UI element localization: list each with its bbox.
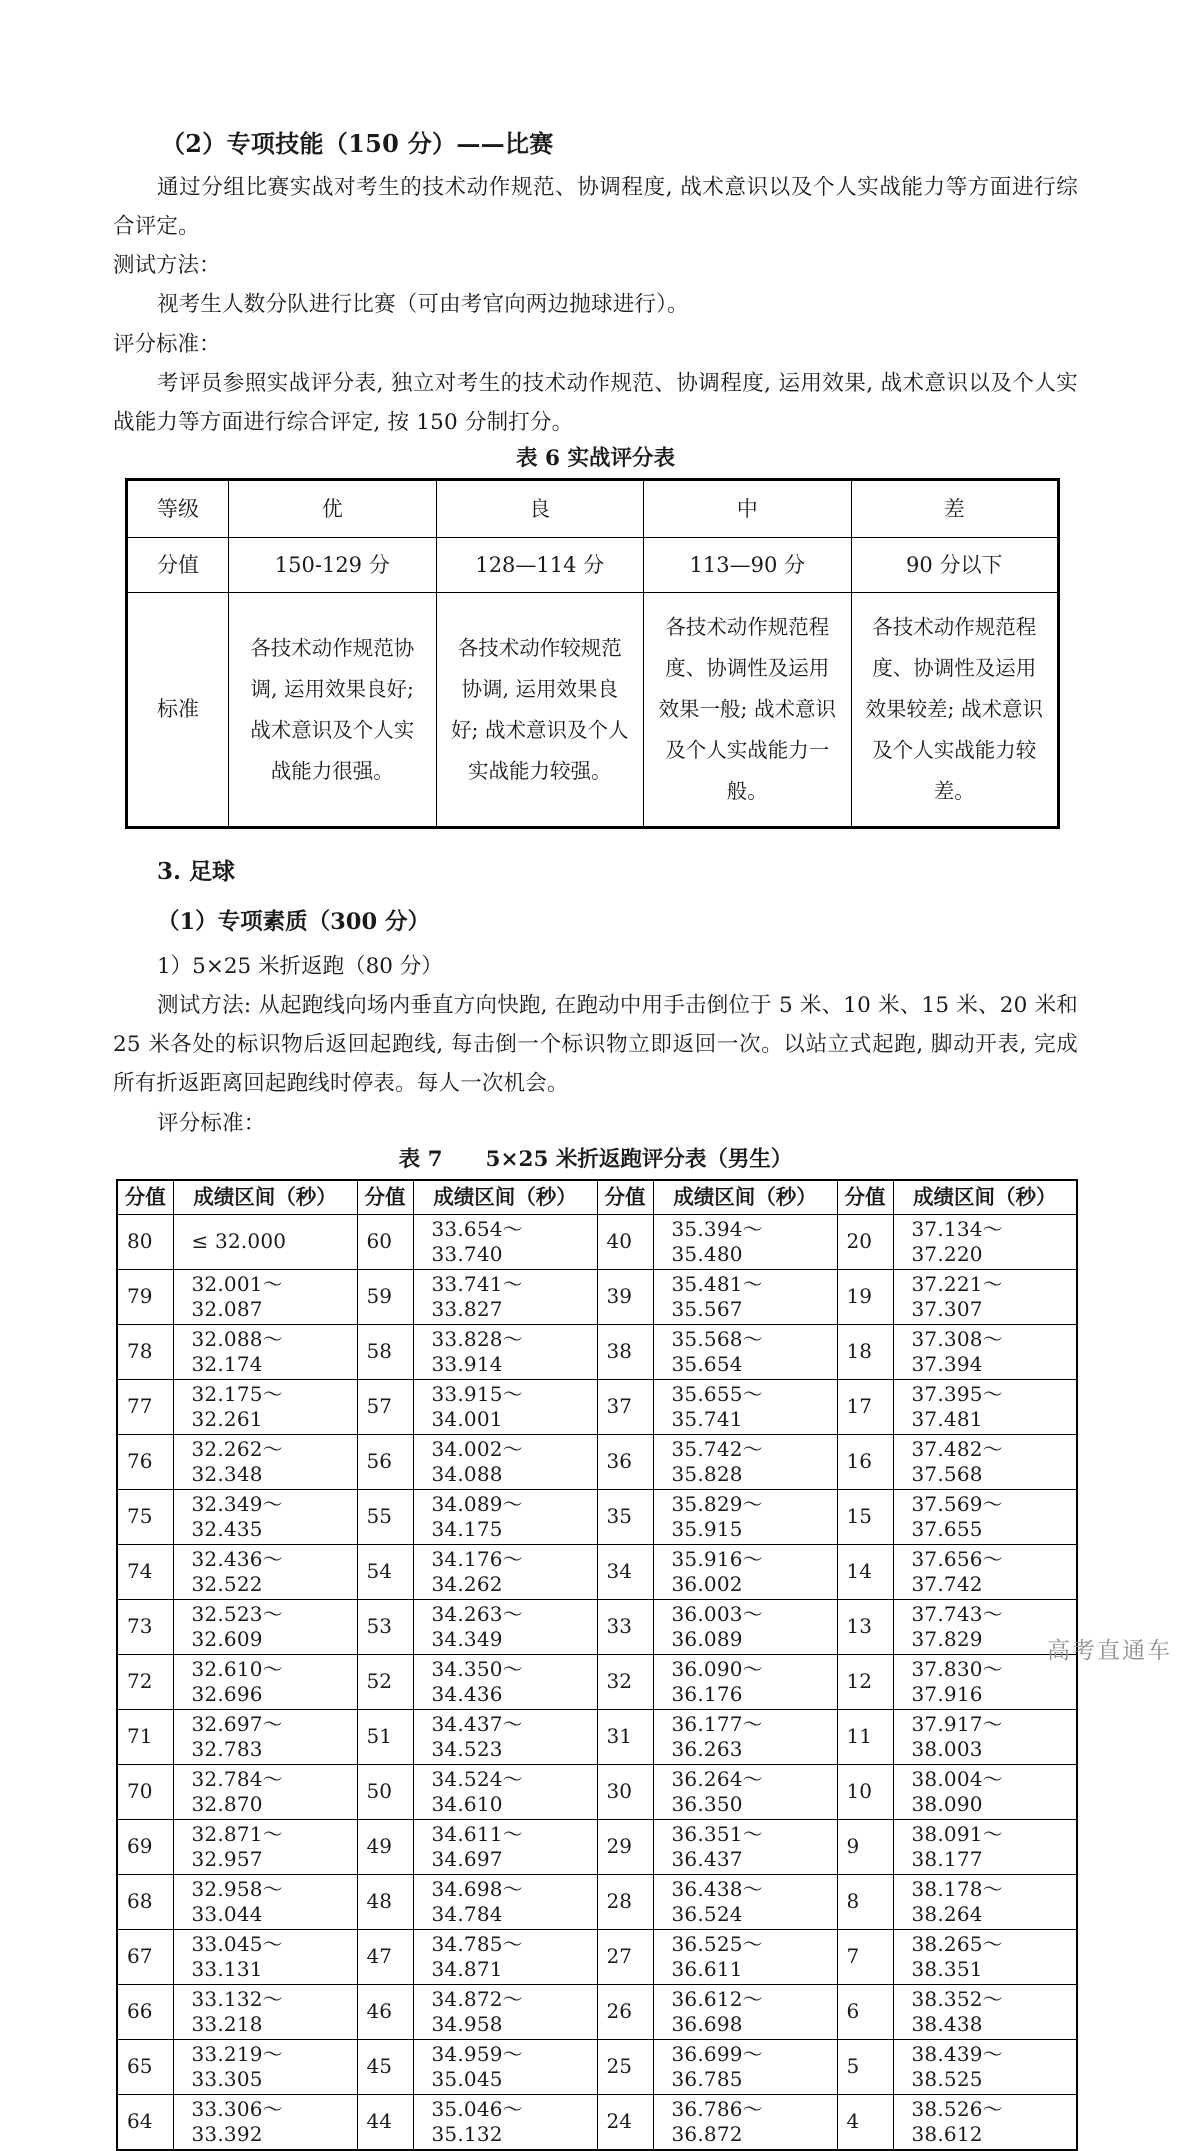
table7-score-cell: 64 (117, 2094, 173, 2150)
table7-score-cell: 74 (117, 1544, 173, 1599)
table7-range-cell: 34.176～34.262 (413, 1544, 597, 1599)
table7-range-cell: 32.262～32.348 (173, 1434, 357, 1489)
table7-score-cell: 45 (357, 2039, 413, 2094)
table6-criteria-cell: 各技术动作规范协调, 运用效果良好; 战术意识及个人实战能力很强。 (229, 593, 437, 828)
table6-caption: 表 6 实战评分表 (516, 445, 675, 471)
watermark: 高考直通车 (1047, 1638, 1172, 1664)
table6-criteria-cell: 各技术动作规范程度、协调性及运用效果一般; 战术意识及个人实战能力一般。 (644, 593, 852, 828)
section-skill-method-text: 视考生人数分队进行比赛（可由考官向两边抛球进行）。 (157, 292, 689, 318)
table-row (117, 1984, 1077, 2039)
table7-range-cell: 38.004～38.090 (893, 1764, 1077, 1819)
table7-range-cell: 33.654～33.740 (413, 1214, 597, 1269)
table7-range-cell: 33.741～33.827 (413, 1269, 597, 1324)
table-row (117, 1379, 1077, 1434)
table7-range-cell: 37.569～37.655 (893, 1489, 1077, 1544)
table7-range-cell: 36.786～36.872 (653, 2094, 837, 2150)
table-row (117, 1819, 1077, 1874)
table-row (117, 1709, 1077, 1764)
table7-range-cell: 34.524～34.610 (413, 1764, 597, 1819)
table7-score-cell: 12 (837, 1654, 893, 1709)
table7-score-cell: 32 (597, 1654, 653, 1709)
table6-score-cell: 150-129 分 (229, 538, 437, 593)
table6-label-score: 分值 (127, 538, 229, 593)
table7-score-cell: 15 (837, 1489, 893, 1544)
table7-score-cell: 51 (357, 1709, 413, 1764)
table7-range-cell: 37.134～37.220 (893, 1214, 1077, 1269)
section-skill-criteria-text: 考评员参照实战评分表, 独立对考生的技术动作规范、协调程度, 运用效果, 战术意识以及个人实战能力等方面进行综合评定, 按 150 分制打分。 (113, 370, 1078, 435)
table7-col-header: 分值 (117, 1180, 173, 1214)
table7-range-cell: 35.046～35.132 (413, 2094, 597, 2150)
table-row (117, 2094, 1077, 2150)
table7-range-cell: 34.611～34.697 (413, 1819, 597, 1874)
table7-score-cell: 39 (597, 1269, 653, 1324)
table7-score-cell: 35 (597, 1489, 653, 1544)
section-skill-criteria-label: 评分标准： (113, 331, 221, 357)
table7-range-cell: 34.437～34.523 (413, 1709, 597, 1764)
table7-score-cell: 44 (357, 2094, 413, 2150)
table6-row-score (127, 538, 1059, 593)
table7-range-cell: 38.265～38.351 (893, 1929, 1077, 1984)
table7-range-cell: 32.523～32.609 (173, 1599, 357, 1654)
table-row (117, 1214, 1077, 1269)
section-skill-heading: （2）专项技能（150 分）——比赛 (161, 129, 554, 158)
table7 (116, 1179, 1078, 2151)
table7-range-cell: 34.263～34.349 (413, 1599, 597, 1654)
table7-range-cell: 34.785～34.871 (413, 1929, 597, 1984)
table7-score-cell: 25 (597, 2039, 653, 2094)
table7-range-cell: 32.175～32.261 (173, 1379, 357, 1434)
table7-score-cell: 24 (597, 2094, 653, 2150)
table7-range-cell: 36.612～36.698 (653, 1984, 837, 2039)
table-row (117, 1489, 1077, 1544)
spacer (113, 940, 1078, 948)
table6 (125, 478, 1060, 829)
table7-score-cell: 4 (837, 2094, 893, 2150)
table-row (117, 1929, 1077, 1984)
section-football-subheading: （1）专项素质（300 分） (157, 908, 430, 935)
table7-score-cell: 72 (117, 1654, 173, 1709)
table7-score-cell: 37 (597, 1379, 653, 1434)
table6-row-grade (127, 480, 1059, 538)
page-content (113, 126, 1078, 2151)
table7-score-cell: 57 (357, 1379, 413, 1434)
table7-score-cell: 20 (837, 1214, 893, 1269)
table6-criteria-cell: 各技术动作较规范协调, 运用效果良好; 战术意识及个人实战能力较强。 (436, 593, 644, 828)
table-row (117, 1434, 1077, 1489)
table7-score-cell: 14 (837, 1544, 893, 1599)
table7-range-cell: 35.568～35.654 (653, 1324, 837, 1379)
table7-col-header: 成绩区间（秒） (413, 1180, 597, 1214)
table7-score-cell: 78 (117, 1324, 173, 1379)
table6-grade-cell: 中 (644, 480, 852, 538)
table7-range-cell: 35.829～35.915 (653, 1489, 837, 1544)
table7-range-cell: 34.959～35.045 (413, 2039, 597, 2094)
table7-score-cell: 60 (357, 1214, 413, 1269)
table7-score-cell: 30 (597, 1764, 653, 1819)
table7-score-cell: 11 (837, 1709, 893, 1764)
table7-score-cell: 73 (117, 1599, 173, 1654)
spacer (113, 829, 1078, 855)
table7-score-cell: 79 (117, 1269, 173, 1324)
table7-score-cell: 54 (357, 1544, 413, 1599)
table7-range-cell: 38.439～38.525 (893, 2039, 1077, 2094)
table7-score-cell: 65 (117, 2039, 173, 2094)
table7-range-cell: 33.045～33.131 (173, 1929, 357, 1984)
table7-score-cell: 77 (117, 1379, 173, 1434)
table7-score-cell: 68 (117, 1874, 173, 1929)
table7-score-cell: 48 (357, 1874, 413, 1929)
table7-range-cell: 36.525～36.611 (653, 1929, 837, 1984)
table7-range-cell: 36.699～36.785 (653, 2039, 837, 2094)
table7-col-header: 分值 (837, 1180, 893, 1214)
table7-score-cell: 5 (837, 2039, 893, 2094)
table7-score-cell: 50 (357, 1764, 413, 1819)
table7-range-cell: 34.002～34.088 (413, 1434, 597, 1489)
table7-score-cell: 52 (357, 1654, 413, 1709)
table7-score-cell: 71 (117, 1709, 173, 1764)
table7-score-cell: 46 (357, 1984, 413, 2039)
table7-score-cell: 76 (117, 1434, 173, 1489)
table7-score-cell: 75 (117, 1489, 173, 1544)
table7-range-cell: 34.698～34.784 (413, 1874, 597, 1929)
table7-score-cell: 17 (837, 1379, 893, 1434)
table6-grade-cell: 良 (436, 480, 644, 538)
table7-score-cell: 47 (357, 1929, 413, 1984)
table7-score-cell: 33 (597, 1599, 653, 1654)
table7-header-row (117, 1180, 1077, 1214)
table7-score-cell: 29 (597, 1819, 653, 1874)
table7-range-cell: 32.958～33.044 (173, 1874, 357, 1929)
table7-score-cell: 49 (357, 1819, 413, 1874)
table7-range-cell: 36.438～36.524 (653, 1874, 837, 1929)
table7-range-cell: 34.350～34.436 (413, 1654, 597, 1709)
table6-grade-cell: 差 (851, 480, 1059, 538)
table7-range-cell: 37.830～37.916 (893, 1654, 1077, 1709)
table7-caption: 表 7 5×25 米折返跑评分表（男生） (398, 1146, 793, 1172)
table7-range-cell: 35.916～36.002 (653, 1544, 837, 1599)
table-row (117, 1654, 1077, 1709)
table7-score-cell: 38 (597, 1324, 653, 1379)
table7-score-cell: 10 (837, 1764, 893, 1819)
table7-head (117, 1180, 1077, 1214)
table7-range-cell: 37.221～37.307 (893, 1269, 1077, 1324)
table7-range-cell: 32.871～32.957 (173, 1819, 357, 1874)
table7-score-cell: 26 (597, 1984, 653, 2039)
table7-score-cell: 55 (357, 1489, 413, 1544)
spacer (113, 890, 1078, 906)
table7-range-cell: 36.264～36.350 (653, 1764, 837, 1819)
table7-range-cell: 37.917～38.003 (893, 1709, 1077, 1764)
table7-score-cell: 40 (597, 1214, 653, 1269)
table7-col-header: 分值 (357, 1180, 413, 1214)
table-row (117, 2039, 1077, 2094)
table7-score-cell: 56 (357, 1434, 413, 1489)
table7-score-cell: 53 (357, 1599, 413, 1654)
table-row (117, 1764, 1077, 1819)
table7-range-cell: 36.351～36.437 (653, 1819, 837, 1874)
table7-body (117, 1214, 1077, 2150)
table-row (117, 1599, 1077, 1654)
table6-wrapper (125, 478, 1060, 829)
table7-score-cell: 34 (597, 1544, 653, 1599)
table7-range-cell: 35.481～35.567 (653, 1269, 837, 1324)
table7-range-cell: 33.915～34.001 (413, 1379, 597, 1434)
table6-label-criteria: 标准 (127, 593, 229, 828)
table7-col-header: 分值 (597, 1180, 653, 1214)
table-row (117, 1544, 1077, 1599)
table7-score-cell: 80 (117, 1214, 173, 1269)
table7-range-cell: 32.349～32.435 (173, 1489, 357, 1544)
table7-range-cell: 38.178～38.264 (893, 1874, 1077, 1929)
table7-range-cell: 38.526～38.612 (893, 2094, 1077, 2150)
table7-range-cell: 32.610～32.696 (173, 1654, 357, 1709)
table7-score-cell: 28 (597, 1874, 653, 1929)
table-row (117, 1874, 1077, 1929)
section-football-criteria-label: 评分标准： (157, 1110, 266, 1136)
table6-score-cell: 90 分以下 (851, 538, 1059, 593)
table7-score-cell: 6 (837, 1984, 893, 2039)
table7-range-cell: 35.742～35.828 (653, 1434, 837, 1489)
table7-score-cell: 69 (117, 1819, 173, 1874)
table7-range-cell: 37.482～37.568 (893, 1434, 1077, 1489)
table7-score-cell: 18 (837, 1324, 893, 1379)
section-football-item: 1）5×25 米折返跑（80 分） (157, 953, 443, 979)
table7-range-cell: 33.132～33.218 (173, 1984, 357, 2039)
table7-range-cell: 38.352～38.438 (893, 1984, 1077, 2039)
table7-range-cell: 33.828～33.914 (413, 1324, 597, 1379)
table6-score-cell: 128—114 分 (436, 538, 644, 593)
section-skill-intro: 通过分组比赛实战对考生的技术动作规范、协调程度, 战术意识以及个人实战能力等方面进行综合评定。 (113, 175, 1078, 240)
table7-score-cell: 66 (117, 1984, 173, 2039)
table7-range-cell: 35.655～35.741 (653, 1379, 837, 1434)
table7-score-cell: 36 (597, 1434, 653, 1489)
table7-range-cell: 34.872～34.958 (413, 1984, 597, 2039)
section-skill-method-label: 测试方法： (113, 253, 221, 279)
table-row (117, 1269, 1077, 1324)
table7-score-cell: 58 (357, 1324, 413, 1379)
table7-range-cell: 32.697～32.783 (173, 1709, 357, 1764)
table6-label-grade: 等级 (127, 480, 229, 538)
table6-criteria-cell: 各技术动作规范程度、协调性及运用效果较差; 战术意识及个人实战能力较差。 (851, 593, 1059, 828)
table7-range-cell: 37.308～37.394 (893, 1324, 1077, 1379)
table-row (117, 1324, 1077, 1379)
table7-range-cell: 33.219～33.305 (173, 2039, 357, 2094)
table7-score-cell: 9 (837, 1819, 893, 1874)
table7-range-cell: 37.395～37.481 (893, 1379, 1077, 1434)
table7-range-cell: ≤ 32.000 (173, 1214, 357, 1269)
table7-score-cell: 8 (837, 1874, 893, 1929)
table7-range-cell: 35.394～35.480 (653, 1214, 837, 1269)
table7-col-header: 成绩区间（秒） (653, 1180, 837, 1214)
table7-score-cell: 16 (837, 1434, 893, 1489)
table7-range-cell: 34.089～34.175 (413, 1489, 597, 1544)
table7-range-cell: 37.743～37.829 (893, 1599, 1077, 1654)
table7-range-cell: 38.091～38.177 (893, 1819, 1077, 1874)
table7-col-header: 成绩区间（秒） (893, 1180, 1077, 1214)
table7-range-cell: 32.436～32.522 (173, 1544, 357, 1599)
table6-row-criteria (127, 593, 1059, 828)
table7-col-header: 成绩区间（秒） (173, 1180, 357, 1214)
table7-score-cell: 67 (117, 1929, 173, 1984)
table7-score-cell: 59 (357, 1269, 413, 1324)
table7-range-cell: 37.656～37.742 (893, 1544, 1077, 1599)
table6-grade-cell: 优 (229, 480, 437, 538)
table7-wrapper (116, 1179, 1076, 2151)
table7-range-cell: 36.177～36.263 (653, 1709, 837, 1764)
section-football-method-text: 测试方法: 从起跑线向场内垂直方向快跑, 在跑动中用手击倒位于 5 米、10 米、15 米、20 米和 25 米各处的标识物后返回起跑线, 每击倒一个标识物立即返回一次。以站立式起跑, 脚动开表, 完成所有折返距离回起跑线时停表。每人一次机会。 (113, 993, 1078, 1097)
table7-score-cell: 31 (597, 1709, 653, 1764)
table7-range-cell: 36.090～36.176 (653, 1654, 837, 1709)
table7-score-cell: 27 (597, 1929, 653, 1984)
section-football-heading: 3. 足球 (157, 858, 236, 886)
table7-range-cell: 32.001～32.087 (173, 1269, 357, 1324)
table7-score-cell: 7 (837, 1929, 893, 1984)
table6-score-cell: 113—90 分 (644, 538, 852, 593)
table7-range-cell: 33.306～33.392 (173, 2094, 357, 2150)
table7-range-cell: 32.088～32.174 (173, 1324, 357, 1379)
table7-score-cell: 70 (117, 1764, 173, 1819)
table7-score-cell: 19 (837, 1269, 893, 1324)
table7-range-cell: 36.003～36.089 (653, 1599, 837, 1654)
table7-score-cell: 13 (837, 1599, 893, 1654)
table7-range-cell: 32.784～32.870 (173, 1764, 357, 1819)
